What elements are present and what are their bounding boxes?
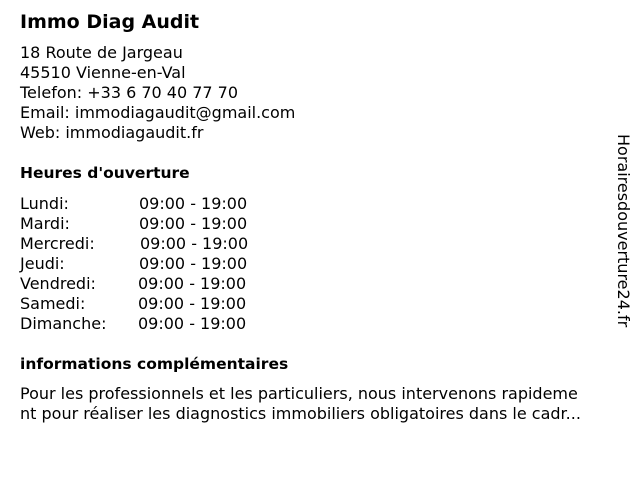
hours-row-sunday: [20, 314, 280, 334]
day-label: Dimanche:: [20, 314, 107, 333]
additional-info-text: [20, 384, 625, 424]
time-range: 09:00 - 19:00: [138, 314, 247, 333]
business-name: Immo Diag Audit: [20, 11, 200, 33]
hours-row-wednesday: [20, 234, 280, 254]
time-range: 09:00 - 19:00: [138, 294, 247, 313]
opening-hours-heading: Heures d'ouverture: [20, 164, 190, 182]
day-label: Vendredi:: [20, 274, 96, 293]
time-range: 09:00 - 19:00: [139, 254, 248, 273]
info-text-line: nt pour réaliser les diagnostics immobiliers obligatoires dans le cadr...: [20, 404, 581, 423]
hours-row-monday: [20, 194, 280, 214]
address-line-street: 18 Route de Jargeau: [20, 43, 183, 62]
time-range: 09:00 - 19:00: [139, 194, 248, 213]
time-range: 09:00 - 19:00: [140, 234, 249, 253]
time-range: 09:00 - 19:00: [139, 214, 248, 233]
additional-info-heading: informations complémentaires: [20, 355, 289, 373]
info-text-line: Pour les professionnels et les particuliers, nous intervenons rapideme: [20, 384, 578, 403]
day-label: Jeudi:: [20, 254, 65, 273]
day-label: Samedi:: [20, 294, 86, 313]
hours-row-friday: [20, 274, 280, 294]
email-address[interactable]: Email: immodiagaudit@gmail.com: [20, 103, 296, 122]
address-line-city: 45510 Vienne-en-Val: [20, 63, 186, 82]
day-label: Mardi:: [20, 214, 70, 233]
opening-hours-table: [20, 194, 280, 334]
hours-row-saturday: [20, 294, 280, 314]
website-link[interactable]: Web: immodiagaudit.fr: [20, 123, 204, 142]
day-label: Lundi:: [20, 194, 69, 213]
time-range: 09:00 - 19:00: [138, 274, 247, 293]
contact-block: [20, 43, 295, 143]
site-brand-vertical: Horairesdouverture24.fr: [614, 134, 633, 328]
hours-row-tuesday: [20, 214, 280, 234]
hours-row-thursday: [20, 254, 280, 274]
phone-number[interactable]: Telefon: +33 6 70 40 77 70: [20, 83, 239, 102]
day-label: Mercredi:: [20, 234, 95, 253]
